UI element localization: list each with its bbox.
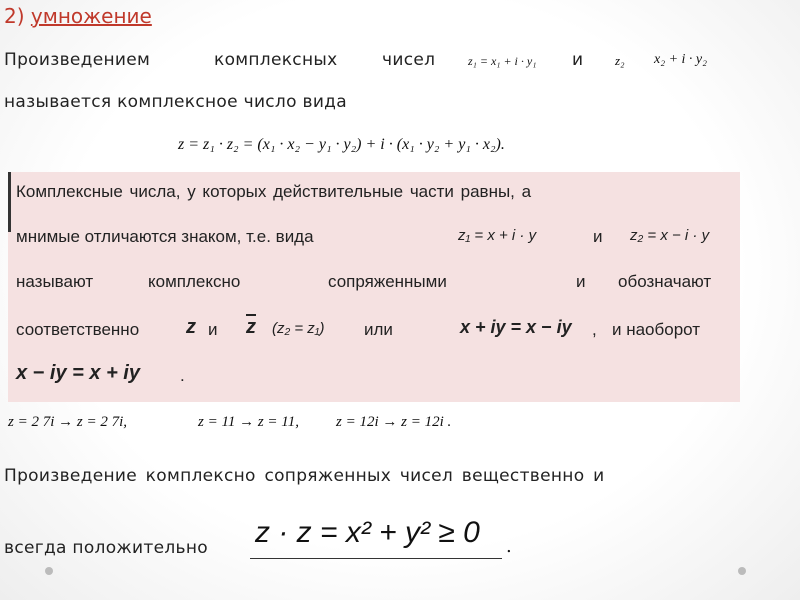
box-line-3-e: обозначают (618, 272, 712, 291)
example-3: z = 12i → z = 12i . (336, 414, 452, 430)
formula-z1: z₁ = x₁ + i · y₁ (468, 54, 537, 68)
section-number: 2) (4, 4, 25, 28)
box-line-4-rev: и наоборот (612, 320, 701, 339)
box-formula-z2: z₂ = x − i · y (630, 227, 710, 244)
box-line-2-text: мнимые отличаются знаком, т.е. вида (16, 227, 314, 246)
symbol-z: z (186, 316, 196, 338)
box-line-4-comma: , (592, 320, 597, 339)
outro-line-1: Произведение комплексно сопряженных чисел вещественно и (4, 466, 605, 486)
formula-z2-label: z₂ (615, 53, 625, 68)
box-line-1: Комплексные числа, у которых действительные части равны, а (16, 182, 532, 201)
intro-word-1: Произведением (4, 50, 151, 70)
box-line-3-a: называют (16, 272, 94, 291)
formula-underline (250, 558, 502, 559)
box-line-4-or: или (364, 320, 393, 339)
intro-and: и (572, 50, 584, 70)
box-formula-z1: z₁ = x + i · y (458, 227, 537, 244)
outro-line-2: всегда положительно (4, 538, 208, 558)
intro-line-2: называется комплексное число вида (4, 92, 347, 112)
product-formula: z = z₁ · z₂ = (x₁ · x₂ − y₁ · y₂) + i · (x₁ · y₂ + y₁ · x₂). (178, 136, 505, 153)
box-formula-conj-1: x + iy = x − iy (460, 317, 572, 337)
box-line-2-and: и (593, 227, 603, 246)
box-line-3-b: комплексно (148, 272, 241, 291)
box-paren-formula: (z₂ = z₁) (272, 320, 325, 337)
example-2: z = 11 → z = 11, (198, 414, 299, 430)
box-accent-bar (8, 172, 11, 232)
corner-dot-right (738, 567, 746, 575)
formula-z2: x₂ + i · y₂ (654, 52, 707, 67)
outro-formula: z · z = x² + y² ≥ 0 (255, 516, 480, 549)
box-line-4-and: и (208, 320, 218, 339)
corner-dot-left (45, 567, 53, 575)
box-line-3-d: и (576, 272, 586, 291)
box-line-5-dot: . (180, 366, 185, 385)
outro-dot: . (506, 536, 512, 557)
intro-word-2: комплексных (214, 50, 338, 70)
intro-word-3: чисел (382, 50, 436, 70)
box-line-3-c: сопряженными (328, 272, 447, 291)
section-word: умножение (30, 4, 152, 28)
section-title (4, 4, 152, 28)
symbol-z-bar: $\overline{z}$ (246, 316, 256, 338)
example-1: z = 2 7i → z = 2 7i, (8, 414, 128, 430)
definition-box (8, 172, 740, 402)
box-formula-conj-2: x − iy = x + iy (16, 362, 140, 384)
box-line-4-a: соответственно (16, 320, 140, 339)
